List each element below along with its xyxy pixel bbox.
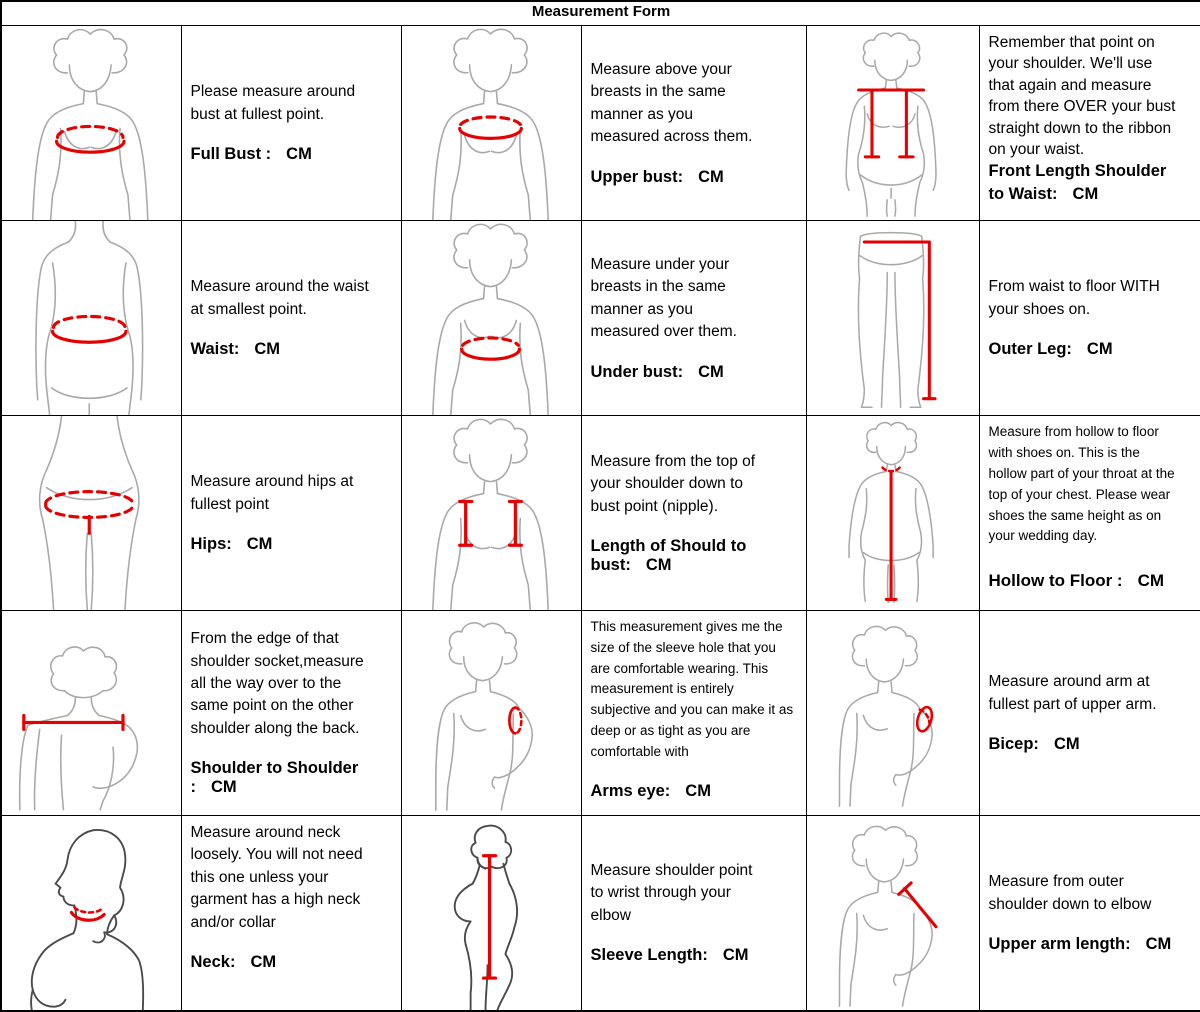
measurement-instructions: Please measure around bust at fullest point. <box>190 83 356 123</box>
illustration-cell <box>806 815 979 1010</box>
illustration-cell <box>401 415 581 610</box>
front-length-illustration <box>807 26 979 220</box>
hips-illustration <box>2 416 181 610</box>
measurement-label: Under bust: CM <box>590 362 724 381</box>
bicep-illustration <box>807 611 979 815</box>
unit-label: CM <box>645 555 672 574</box>
unit-label: CM <box>685 782 711 801</box>
illustration-cell <box>1 815 181 1010</box>
full-bust-illustration <box>2 26 181 220</box>
measurement-instructions: From waist to floor WITH your shoes on. <box>988 278 1160 318</box>
measurement-label: Arms eye: CM <box>590 782 711 801</box>
measurement-label: Sleeve Length: CM <box>590 946 749 965</box>
illustration-cell <box>1 26 181 221</box>
illustration-cell <box>401 815 581 1010</box>
arms-eye-illustration <box>402 611 581 815</box>
shoulder-to-bust-illustration <box>402 416 581 610</box>
measurement-label: Upper arm length: CM <box>988 935 1172 954</box>
instruction-cell <box>979 610 1200 815</box>
measurement-instructions: This measurement gives me the size of the sleeve hole that you are comfortable wearing. This measurement is entirely subjective and you can make it as deep or as tight as you are comfortable with <box>590 618 794 760</box>
instruction-cell <box>181 220 401 415</box>
unit-label: CM <box>1053 735 1080 754</box>
instruction-cell <box>181 610 401 815</box>
measurement-label: Bicep: CM <box>988 735 1080 754</box>
illustration-cell <box>1 415 181 610</box>
measurement-instructions: Measure under your breasts in the same manner as you measured over them. <box>590 255 737 341</box>
instruction-cell <box>979 415 1200 610</box>
neck-illustration <box>2 816 181 1010</box>
page-title: Measurement Form <box>1 1 1200 26</box>
illustration-cell <box>806 220 979 415</box>
measurement-instructions: Measure around arm at fullest part of upper arm. <box>988 673 1157 713</box>
sleeve-length-illustration <box>402 816 581 1010</box>
measurement-label: Full Bust : CM <box>190 145 312 164</box>
hollow-to-floor-illustration <box>807 416 979 610</box>
instruction-cell <box>581 220 806 415</box>
instruction-cell <box>979 220 1200 415</box>
measurement-label: Length of Should to bust: CM <box>590 536 747 574</box>
measurement-label: Neck: CM <box>190 953 277 972</box>
illustration-cell <box>401 220 581 415</box>
illustration-cell <box>806 415 979 610</box>
instruction-cell <box>581 815 806 1010</box>
unit-label: CM <box>1137 571 1165 591</box>
illustration-cell <box>1 220 181 415</box>
measurement-label: Hips: CM <box>190 535 273 554</box>
measurement-instructions: Measure around the waist at smallest point. <box>190 278 369 318</box>
instruction-cell <box>181 415 401 610</box>
measurement-row <box>1 415 1200 610</box>
unit-label: CM <box>286 145 312 164</box>
upper-arm-length-illustration <box>807 816 979 1010</box>
unit-label: CM <box>211 778 237 797</box>
measurement-row <box>1 815 1200 1010</box>
instruction-cell <box>581 26 806 221</box>
unit-label: CM <box>1145 935 1172 954</box>
measurement-instructions: Measure from hollow to floor with shoes on. This is the hollow part of your throat at the top of your chest. Please wear shoes the same height as on your wedding day. <box>988 423 1175 544</box>
unit-label: CM <box>246 535 273 554</box>
instruction-cell <box>979 26 1200 221</box>
illustration-cell <box>806 610 979 815</box>
title-row <box>1 1 1200 26</box>
illustration-cell <box>401 610 581 815</box>
measurement-instructions: Measure around hips at fullest point <box>190 473 354 513</box>
outer-leg-illustration <box>807 221 979 415</box>
illustration-cell <box>806 26 979 221</box>
measurement-row <box>1 610 1200 815</box>
waist-illustration <box>2 221 181 415</box>
instruction-cell <box>181 26 401 221</box>
unit-label: CM <box>698 362 724 381</box>
measurement-label: Shoulder to Shoulder : CM <box>190 759 359 797</box>
unit-label: CM <box>250 953 277 972</box>
measurement-label: Hollow to Floor : CM <box>988 571 1165 591</box>
unit-label: CM <box>1072 185 1099 204</box>
measurement-instructions: Remember that point on your shoulder. We'll use that again and measure from there OVER your bust straight down to the ribbon on your waist. <box>988 34 1176 158</box>
instruction-cell <box>979 815 1200 1010</box>
measurement-label: Front Length Shoulder to Waist: CM <box>988 162 1167 204</box>
measurement-instructions: Measure around neck loosely. You will not need this one unless your garment has a high neck and/or collar <box>190 823 363 931</box>
measurement-instructions: Measure from the top of your shoulder down to bust point (nipple). <box>590 452 756 515</box>
measurement-row <box>1 26 1200 221</box>
measurement-row <box>1 220 1200 415</box>
illustration-cell <box>1 610 181 815</box>
measurement-label: Upper bust: CM <box>590 167 724 186</box>
unit-label: CM <box>722 946 749 965</box>
under-bust-illustration <box>402 221 581 415</box>
instruction-cell <box>581 415 806 610</box>
measurement-instructions: From the edge of that shoulder socket,measure all the way over to the same point on the other shoulder along the back. <box>190 630 364 737</box>
measurement-label: Outer Leg: CM <box>988 340 1113 359</box>
unit-label: CM <box>1086 340 1113 359</box>
shoulder-to-shoulder-illustration <box>2 611 181 815</box>
unit-label: CM <box>698 167 724 186</box>
measurement-instructions: Measure above your breasts in the same manner as you measured across them. <box>590 61 753 146</box>
measurement-instructions: Measure shoulder point to wrist through your elbow <box>590 861 753 924</box>
illustration-cell <box>401 26 581 221</box>
unit-label: CM <box>254 340 281 359</box>
upper-bust-illustration <box>402 26 581 220</box>
measurement-instructions: Measure from outer shoulder down to elbow <box>988 873 1152 913</box>
measurement-label: Waist: CM <box>190 340 281 359</box>
instruction-cell <box>181 815 401 1010</box>
instruction-cell <box>581 610 806 815</box>
